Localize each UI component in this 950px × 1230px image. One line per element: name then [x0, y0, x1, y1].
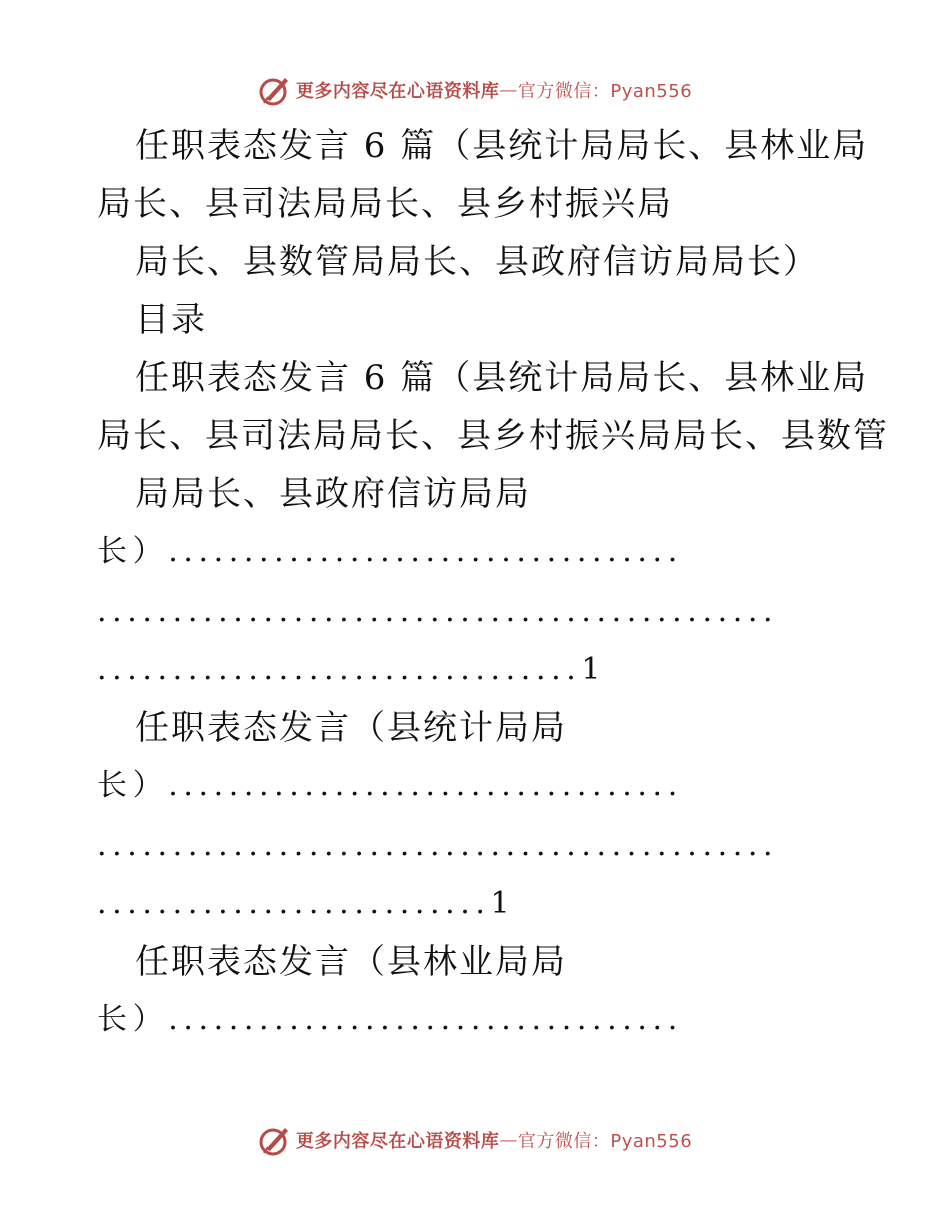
title-line: 局长、县数管局局长、县政府信访局局长） [135, 242, 819, 282]
watermark-footer [0, 1120, 950, 1160]
watermark-separator: — [499, 1129, 518, 1151]
watermark-wechat: 官方微信：Pyan556 [517, 1131, 693, 1152]
toc-leader-line: ............................................. [97, 594, 779, 629]
toc-page-line: ..........................1 [97, 886, 516, 921]
toc-entry-line: 任职表态发言（县统计局局 [135, 708, 567, 748]
toc-entry-line: 任职表态发言 6 篇（县统计局局长、县林业局 [135, 358, 869, 398]
title-line: 局长、县司法局局长、县乡村振兴局 [97, 184, 673, 224]
toc-entry-line: 局局长、县政府信访局局 [135, 474, 531, 514]
toc-entry-line: 长）.................................. [97, 1002, 683, 1037]
watermark-main: 更多内容尽在心语资料库 [295, 1131, 500, 1152]
toc-leader-line: ............................................. [97, 828, 779, 863]
toc-entry-line: 任职表态发言（县林业局局 [135, 942, 567, 982]
watermark-wechat: 官方微信：Pyan556 [517, 81, 693, 102]
toc-entry-line: 长）.................................. [97, 534, 683, 569]
toc-entry-line: 长）.................................. [97, 768, 683, 803]
title-line: 任职表态发言 6 篇（县统计局局长、县林业局 [135, 126, 869, 166]
toc-entry-line: 局长、县司法局局长、县乡村振兴局局长、县数管 [97, 416, 889, 456]
watermark-main: 更多内容尽在心语资料库 [295, 81, 500, 102]
toc-heading: 目录 [135, 300, 207, 340]
quill-logo-icon [258, 1123, 292, 1157]
toc-page-line: ................................1 [97, 652, 607, 687]
watermark-separator: — [499, 79, 518, 101]
